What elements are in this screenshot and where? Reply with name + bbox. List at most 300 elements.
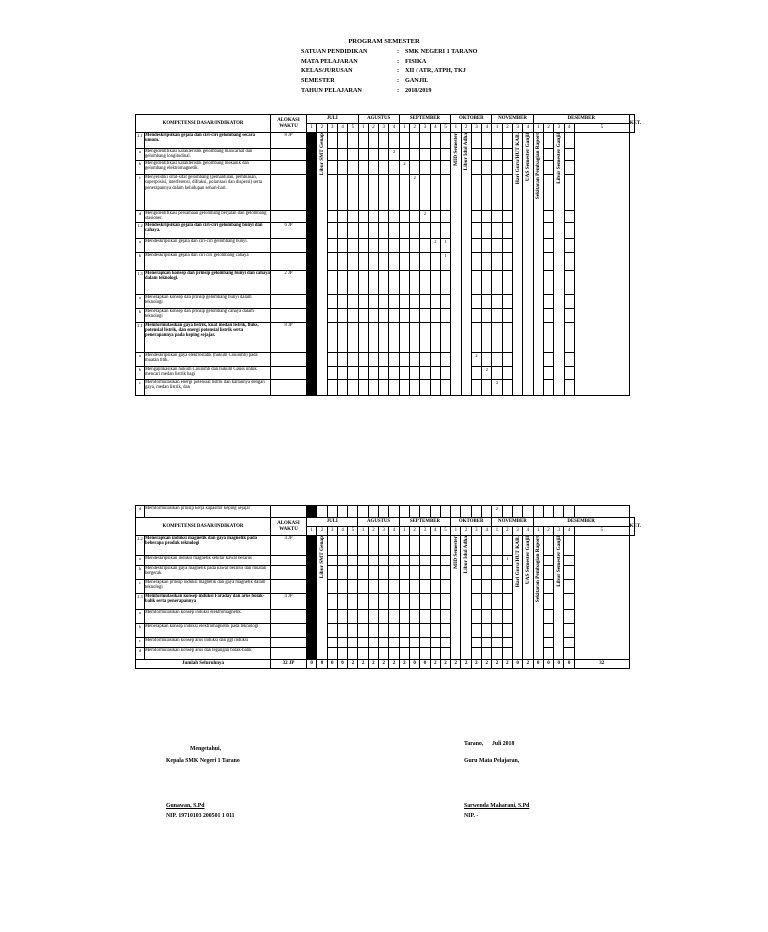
week-cell (543, 252, 553, 270)
week-cell (543, 133, 553, 149)
week-cell (399, 252, 409, 270)
week-cell (399, 149, 409, 161)
week-cell (337, 352, 347, 366)
week-cell (368, 638, 378, 648)
week-cell (389, 174, 399, 210)
allocation-cell (271, 379, 307, 395)
week-cell (348, 322, 358, 352)
holiday-column (554, 536, 564, 660)
week-cell (348, 270, 358, 294)
week-cell (440, 648, 450, 660)
week-cell (482, 222, 492, 238)
competency-text: Menyelidiki sifat-sifat gelombang (pemantulan, pembiasan, superposisi, interferensi, difraksi, polarisasi dan dispersi) serta penerapannya dalam kehidupan sehari-hari. (145, 174, 271, 210)
week-cell (564, 366, 574, 379)
week-cell (327, 610, 337, 624)
week-cell (358, 149, 368, 161)
week-cell (409, 536, 419, 556)
week-header: 3 (471, 124, 481, 133)
week-cell (389, 210, 399, 222)
total-week-value: 2 (482, 660, 492, 669)
week-cell (543, 322, 553, 352)
total-row (136, 660, 635, 669)
week-header: 4 (523, 527, 533, 536)
row-number: 2.2 (136, 536, 145, 556)
week-header: 1 (492, 124, 502, 133)
week-cell (358, 174, 368, 210)
week-cell (410, 238, 420, 252)
week-cell (358, 270, 368, 294)
holiday-label: Sekitaran Pembagian Raport (535, 133, 542, 200)
holiday-label: Libur Semester Ganjil (555, 536, 562, 587)
week-cell (327, 566, 337, 580)
week-cell (389, 566, 399, 580)
total-week-value: 0 (409, 660, 419, 669)
week-cell (358, 222, 368, 238)
week-cell (420, 556, 430, 566)
month-header: OKTOBER (451, 115, 492, 124)
row-number: 1.3 (136, 270, 145, 294)
week-cell (502, 648, 512, 660)
week-cell (471, 210, 481, 222)
week-cell (440, 270, 450, 294)
week-cell (543, 594, 553, 610)
week-cell (564, 352, 574, 366)
week-cell (492, 594, 502, 610)
week-header: 3 (512, 527, 522, 536)
week-cell (327, 580, 337, 594)
week-cell (492, 610, 502, 624)
row-number: a (136, 610, 145, 624)
week-header: 2 (368, 527, 378, 536)
table-row (136, 536, 635, 556)
signature-left-line1: Mengetahui, (190, 746, 222, 752)
document-header-info (301, 47, 477, 95)
week-cell (348, 149, 358, 161)
week-cell (471, 648, 481, 660)
week-cell (389, 624, 399, 638)
week-cell (368, 222, 378, 238)
week-cell (564, 506, 574, 518)
week-header: 4 (523, 124, 533, 133)
week-cell (564, 294, 574, 308)
week-cell (492, 238, 502, 252)
week-cell (471, 566, 481, 580)
competency-text: Memformulasikan konsep arus induksi dan ggl induksi (145, 638, 271, 648)
holiday-label: MID Semester (452, 536, 459, 569)
week-cell (379, 536, 389, 556)
week-cell (420, 566, 430, 580)
row-number: b (136, 624, 145, 638)
holiday-column (317, 536, 327, 660)
week-header: 1 (307, 124, 317, 133)
week-cell (409, 648, 419, 660)
allocation-cell (271, 294, 307, 308)
competency-text: Mendeskripsikan gaya magnetik pada kawat berarus dan muatan bergerak. (145, 566, 271, 580)
header-label: SEMESTER (301, 77, 335, 85)
week-cell (410, 294, 420, 308)
week-cell (482, 624, 492, 638)
week-cell (420, 222, 430, 238)
alokasi-header: ALOKASI WAKTU (271, 115, 307, 133)
week-cell (358, 210, 368, 222)
signature-principal-name: Gunawan, S.Pd (166, 803, 205, 809)
week-cell (482, 506, 492, 518)
week-cell (368, 580, 378, 594)
competency-text: Mengidentifikasi persamaan gelombang berjalan dan gelombang stasioner. (145, 210, 271, 222)
week-cell (410, 308, 420, 322)
week-cell (543, 222, 553, 238)
total-week-value: 0 (420, 660, 430, 669)
week-cell (368, 252, 378, 270)
week-cell (543, 580, 553, 594)
header-label: TAHUN PELAJARAN (301, 86, 362, 94)
competency-text: Mengidentifikasi karakteristik gelombang mekanik dan gelombang elektromagnetik. (145, 160, 271, 174)
week-cell (348, 160, 358, 174)
week-cell (430, 322, 440, 352)
total-week-value: 0 (337, 660, 347, 669)
week-cell (348, 238, 358, 252)
week-cell (564, 648, 574, 660)
week-header: 4 (564, 124, 574, 133)
week-cell (492, 294, 502, 308)
week-cell (368, 594, 378, 610)
week-cell: 2 (430, 238, 440, 252)
week-cell (543, 624, 553, 638)
holiday-column (317, 133, 327, 396)
week-cell (471, 238, 481, 252)
week-cell (348, 379, 358, 395)
header-months-row (136, 518, 635, 527)
week-cell (327, 160, 337, 174)
week-cell (410, 379, 420, 395)
week-cell (492, 536, 502, 556)
week-cell (399, 222, 409, 238)
allocation-cell: 2 JP (271, 270, 307, 294)
competency-text: Memformulasikan konsep arus dan tegangan bolak-balik (145, 648, 271, 660)
row-number: b (136, 308, 145, 322)
week-cell (379, 210, 389, 222)
week-cell (492, 174, 502, 210)
week-cell: 1 (440, 252, 450, 270)
week-cell (502, 594, 512, 610)
week-header: 2 (502, 527, 512, 536)
total-week-value: 2 (471, 660, 481, 669)
week-cell: 1 (502, 556, 512, 566)
week-cell (368, 536, 378, 556)
header-value: XII / ATR, ATPH, TKJ (405, 67, 466, 75)
competency-text: Memformulasikan prinsip kerja kapasitor keping sejajar (145, 506, 271, 518)
holiday-label: Libur Semester Ganjil (555, 133, 562, 184)
allocation-cell (271, 174, 307, 210)
week-cell (358, 252, 368, 270)
allocation-cell: 4 JP (271, 594, 307, 610)
holiday-column (461, 133, 471, 396)
week-cell (399, 638, 409, 648)
week-cell (337, 174, 347, 210)
row-number: d (136, 210, 145, 222)
week-cell (327, 322, 337, 352)
week-header: 5 (348, 124, 358, 133)
competency-text: Mendeskripsikan gejala dan ciri-ciri gelombang bunyi. (145, 238, 271, 252)
schedule-table-page1 (135, 114, 642, 396)
week-header: 2 (409, 527, 419, 536)
week-cell (564, 149, 574, 161)
week-cell (543, 294, 553, 308)
week-cell (471, 294, 481, 308)
week-cell (502, 366, 512, 379)
week-cell (348, 294, 358, 308)
header-value: GANJIL (405, 77, 429, 85)
header-row (301, 47, 477, 57)
week-cell (389, 506, 399, 518)
week-cell (440, 322, 450, 352)
week-cell (543, 270, 553, 294)
week-cell (471, 506, 481, 518)
ket-cell (574, 536, 629, 660)
week-cell (492, 566, 502, 580)
competency-text: Memformulasikan konsep induksi Faraday dan arus bolak-balik serta penerapannya (145, 594, 271, 610)
week-cell (389, 133, 399, 149)
ket-cell (574, 506, 629, 518)
week-cell (348, 308, 358, 322)
allocation-cell (271, 149, 307, 161)
week-cell (348, 174, 358, 210)
allocation-cell (271, 580, 307, 594)
week-cell (327, 133, 337, 149)
week-cell (358, 638, 368, 648)
holiday-column (533, 536, 543, 660)
week-cell (492, 133, 502, 149)
week-cell (564, 536, 574, 556)
week-cell (389, 160, 399, 174)
week-cell (368, 308, 378, 322)
week-cell (471, 308, 481, 322)
week-cell (358, 556, 368, 566)
week-cell: 2 (492, 379, 502, 395)
competency-text: Mengaplikasikan hukum Coulomb dan hukum Gauss untuk mencari medan listrik bagi (145, 366, 271, 379)
week-cell (502, 133, 512, 149)
week-cell (420, 580, 430, 594)
week-cell (379, 222, 389, 238)
week-cell (420, 379, 430, 395)
week-cell (337, 160, 347, 174)
week-cell (440, 638, 450, 648)
week-cell (502, 270, 512, 294)
week-cell: 2 (389, 149, 399, 161)
week-cell (564, 580, 574, 594)
week-cell: 2 (482, 366, 492, 379)
week-cell (379, 648, 389, 660)
week-cell (420, 366, 430, 379)
row-number: b (136, 160, 145, 174)
week-cell (482, 566, 492, 580)
competency-text: Mengidentifikasi karakteristik gelombang mancarnal dan gelombang longitudinal. (145, 149, 271, 161)
week-header: 4 (389, 124, 399, 133)
header-row (301, 57, 477, 67)
week-cell (368, 352, 378, 366)
week-cell (502, 638, 512, 648)
week-cell (389, 536, 399, 556)
week-cell (482, 133, 492, 149)
week-cell (409, 566, 419, 580)
week-cell (492, 160, 502, 174)
row-number: a (136, 556, 145, 566)
week-cell (492, 352, 502, 366)
week-cell: 2 (492, 506, 502, 518)
schedule-table-page2 (135, 505, 641, 669)
week-cell (492, 580, 502, 594)
week-cell (502, 149, 512, 161)
week-cell (337, 506, 347, 518)
week-cell (471, 638, 481, 648)
week-cell (348, 133, 358, 149)
week-cell (420, 294, 430, 308)
week-cell (399, 352, 409, 366)
week-cell (379, 238, 389, 252)
week-cell (307, 506, 317, 518)
week-cell (430, 149, 440, 161)
week-cell (368, 556, 378, 566)
week-cell (482, 294, 492, 308)
week-cell (337, 252, 347, 270)
week-cell (430, 379, 440, 395)
week-cell (502, 308, 512, 322)
week-cell (440, 580, 450, 594)
week-cell (420, 594, 430, 610)
week-cell (399, 648, 409, 660)
week-cell (337, 222, 347, 238)
total-week-value: 0 (317, 660, 327, 669)
holiday-label: Hari Guru/HUT KAB. (514, 536, 521, 588)
week-cell (337, 594, 347, 610)
week-cell: 2 (471, 352, 481, 366)
holiday-column (451, 536, 461, 660)
week-cell (492, 210, 502, 222)
week-cell (440, 308, 450, 322)
week-cell (389, 556, 399, 566)
week-cell (564, 238, 574, 252)
week-cell (379, 638, 389, 648)
week-cell (543, 149, 553, 161)
signature-teacher-nip: NIP. - (464, 813, 479, 819)
week-cell (492, 556, 502, 566)
week-cell (564, 174, 574, 210)
week-cell (492, 252, 502, 270)
row-number: 2.3 (136, 594, 145, 610)
week-cell (430, 160, 440, 174)
signature-principal-nip: NIP. 19710103 200501 1 011 (166, 813, 235, 819)
week-cell (358, 366, 368, 379)
week-header: 5 (348, 527, 358, 536)
week-cell: 2 (420, 210, 430, 222)
week-cell (564, 270, 574, 294)
competency-text: Mendeskripsikan gaya elektrostatik (hukum Coulomb) pada muatan titik. (145, 352, 271, 366)
week-cell (327, 556, 337, 566)
week-cell (337, 610, 347, 624)
week-cell (420, 133, 430, 149)
week-cell (482, 352, 492, 366)
week-cell (348, 506, 358, 518)
header-label: MATA PELAJARAN (301, 57, 358, 65)
week-cell (543, 566, 553, 580)
week-cell (327, 294, 337, 308)
week-cell (430, 222, 440, 238)
week-cell (348, 610, 358, 624)
week-cell (471, 624, 481, 638)
row-number: b (136, 566, 145, 580)
week-cell (379, 252, 389, 270)
week-cell (430, 294, 440, 308)
week-header: 1 (533, 124, 543, 133)
week-cell (337, 322, 347, 352)
week-header: 5 (440, 527, 450, 536)
week-cell (327, 270, 337, 294)
week-cell (430, 174, 440, 210)
week-cell (430, 366, 440, 379)
week-cell (358, 352, 368, 366)
week-cell (440, 556, 450, 566)
week-cell (348, 648, 358, 660)
allocation-cell: 6 JP (271, 222, 307, 238)
week-cell (379, 270, 389, 294)
week-cell (564, 638, 574, 648)
holiday-label: Sekitaran Pembagian Raport (535, 536, 542, 603)
allocation-cell (271, 366, 307, 379)
week-cell (410, 133, 420, 149)
header-label: SATUAN PENDIDIKAN (301, 48, 368, 56)
week-cell (379, 352, 389, 366)
week-cell (379, 379, 389, 395)
week-cell (379, 149, 389, 161)
holiday-label: Libur SMT Genap (318, 536, 325, 579)
week-cell (482, 210, 492, 222)
week-cell (502, 210, 512, 222)
week-cell (348, 594, 358, 610)
week-cell (348, 556, 358, 566)
week-header: 2 (410, 124, 420, 133)
total-week-value: 2 (451, 660, 461, 669)
week-cell (430, 506, 440, 518)
header-value: 2018/2019 (405, 86, 432, 94)
week-header: 3 (379, 527, 389, 536)
week-cell (543, 366, 553, 379)
total-week-value: 2 (358, 660, 368, 669)
week-cell (389, 379, 399, 395)
month-header: SEPTEMBER (399, 518, 450, 527)
week-cell (502, 222, 512, 238)
week-cell (482, 594, 492, 610)
week-cell (379, 610, 389, 624)
week-cell (564, 252, 574, 270)
week-cell (358, 594, 368, 610)
week-cell (533, 506, 543, 518)
week-cell (430, 624, 440, 638)
week-cell (389, 648, 399, 660)
week-cell (337, 379, 347, 395)
kompetensi-header: KOMPETENSI DASAR/INDIKATOR (136, 115, 271, 133)
week-cell (420, 648, 430, 660)
week-header: 2 (502, 124, 512, 133)
week-cell (471, 252, 481, 270)
week-cell (389, 322, 399, 352)
total-week-value: 2 (348, 660, 358, 669)
week-cell (379, 624, 389, 638)
allocation-cell (271, 238, 307, 252)
week-header: 3 (513, 124, 523, 133)
week-cell (440, 379, 450, 395)
total-week-value: 0 (327, 660, 337, 669)
ket-header: KET. (629, 518, 634, 536)
